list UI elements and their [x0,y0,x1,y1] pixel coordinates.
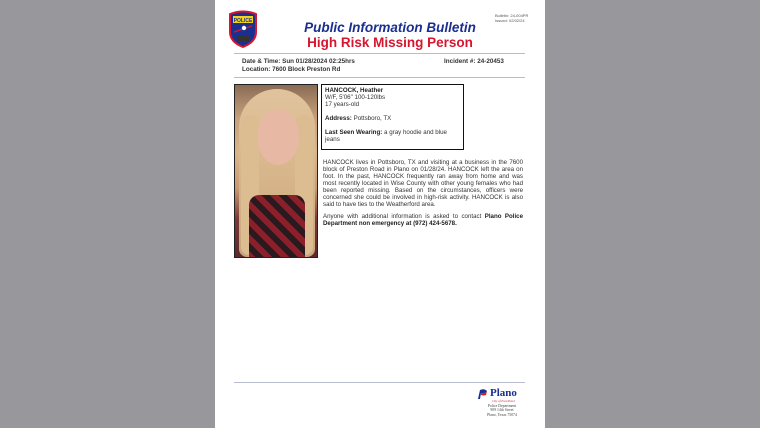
footer-address: Police Department 909 14th Street Plano, Texas 75074 [487,404,517,417]
person-age: 17 years-old [325,101,360,108]
plano-wordmark: Plano [490,387,517,399]
last-seen-wearing: Last Seen Wearing: a gray hoodie and blue jeans [325,129,448,143]
plano-flag-icon [477,388,489,400]
bulletin-page [215,0,545,428]
bulletin-number: Bulletin: 24-004PR [495,13,529,18]
person-address: Address: Pottsboro, TX [325,115,392,122]
page-subtitle: High Risk Missing Person [307,35,473,50]
person-name: HANCOCK, Heather [325,87,384,94]
missing-person-photo [234,84,318,258]
person-description: W/F, 5'06" 100-120lbs [325,94,386,101]
divider-footer [234,382,525,383]
contact-phone: Plano Police Department non emergency at (972) 424-5678. [323,213,523,228]
plano-tagline: City of Excellence [492,399,516,403]
divider-top [234,53,525,54]
person-info-box [321,84,464,150]
date-time: Date & Time: Sun 01/28/2024 02:25hrs [242,58,355,65]
location: Location: 7600 Block Preston Rd [242,65,341,73]
narrative-text: HANCOCK lives in Pottsboro, TX and visiting at a business in the 7600 block of Preston Road in Plano on 01/28/24. HANCOCK left the area on foot. In the past, HANCOCK frequently ran away from home and was most recently located in Wise County with other young females who had been reported missing. Based on the circumstances, officers were concerned she could be involved in high-risk activity. HANCOCK is also said to have ties to the Weatherford area. [323,159,523,209]
issued-date: Issued: 02/02/24 [495,18,525,23]
svg-text:POLICE: POLICE [233,17,253,24]
incident-number: Incident #: 24-20453 [444,58,504,65]
contact-text: Anyone with additional information is asked to contact Plano Police Department non emergency at (972) 424-5678. [323,213,523,228]
divider-incident [234,77,525,78]
page-title: Public Information Bulletin [304,20,476,35]
